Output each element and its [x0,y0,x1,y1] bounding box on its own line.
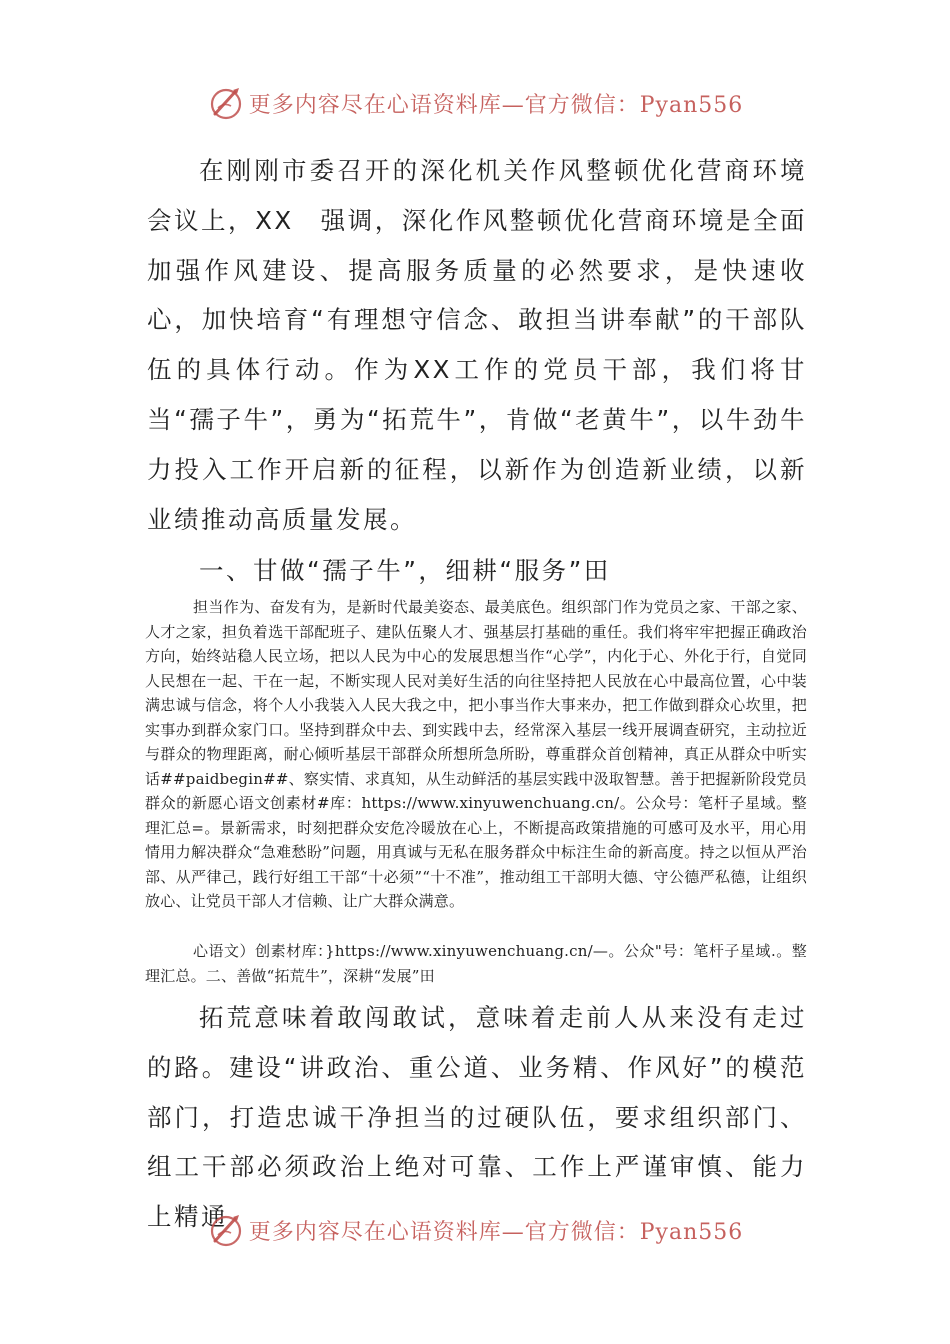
pen-circle-logo-icon [207,1211,245,1249]
section-2-paragraph: 拓荒意味着敢闯敢试，意味着走前人从来没有走过的路。建设“讲政治、重公道、业务精、作风好”的模范部门，打造忠诚干净担当的过硬队伍，要求组织部门、组工干部必须政治上绝对可靠、工作上严谨审慎、能力上精通 [147,1003,807,1232]
section-1-heading: 一、甘做“孺子牛”，细耕“服务”田 [199,556,611,585]
section-1-body: 担当作为、奋发有为，是新时代最美姿态、最美底色。组织部门作为党员之家、干部之家、人才之家，担负着选干部配班子、建队伍聚人才、强基层打基础的重任。我们将牢牢把握正确政治方向，始终站稳人民立场，把以人民为中心的发展思想当作“心学”，内化于心、外化于行，自觉同人民想在一起、干在一起，不断实现人民对美好生活的向往坚持把人民放在心中最高位置，心中装满忠诚与信念，将个人小我装入人民大我之中，把小事当作大事来办，把工作做到群众心坎里，把实事办到群众家门口。坚持到群众中去、到实践中去，经常深入基层一线开展调查研究，主动拉近与群众的物理距离，耐心倾听基层干部群众所想所急所盼，尊重群众首创精神，真正从群众中听实话##paidbegin##、察实情、求真知，从生动鲜活的基层实践中汲取智慧。善于把握新阶段党员群众的新愿心语文创素材#库：https://www.xinyuwenchuang.cn/。公众号：笔杆子星域。整理汇总=。景新需求，时刻把群众安危冷暖放在心上，不断提高政策措施的可感可及水平，用心用情用力解决群众“急难愁盼”问题，用真诚与无私在服务群众中标注生命的新高度。持之以恒从严治部、从严律己，践行好组工干部“十必须”“十不准”，推动组工干部明大德、守公德严私德，让组织放心、让党员干部人才信赖、让广大群众满意。 [145,598,807,910]
watermark-text: 更多内容尽在心语资料库—官方微信：Pyan556 [248,92,744,118]
intro-paragraph: 在刚刚市委召开的深化机关作风整顿优化营商环境会议上，XX 强调，深化作风整顿优化营商环境是全面加强作风建设、提高服务质量的必然要求，是快速收心，加快培育“有理想守信念、敢担当讲奉献”的干部队伍的具体行动。作为XX工作的党员干部，我们将甘当“孺子牛”，勇为“拓荒牛”，肯做“老黄牛”，以牛劲牛力投入工作开启新的征程，以新作为创造新业绩，以新业绩推动高质量发展。 [147,156,807,534]
pen-circle-logo-icon [207,84,245,122]
section-1-tail: 心语文）创素材库：}https://www.xinyuwenchuang.cn/—。公众"号：笔杆子星域.。整理汇总。二、善做“拓荒牛”，深耕“发展”田 [145,942,807,985]
watermark-banner-bottom [0,1208,950,1252]
watermark-text: 更多内容尽在心语资料库—官方微信：Pyan556 [248,1219,744,1245]
watermark-banner-top [0,81,950,125]
